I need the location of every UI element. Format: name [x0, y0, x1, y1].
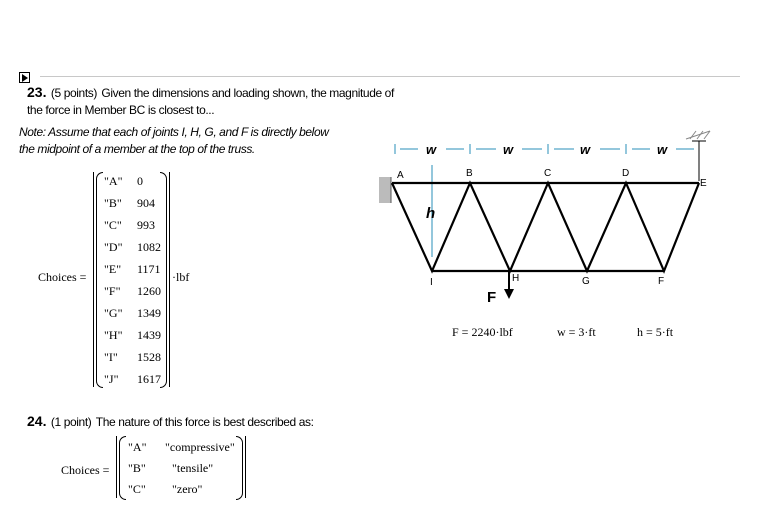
wall-support	[379, 177, 391, 203]
joint-label: B	[466, 168, 473, 179]
question-number: 23.	[27, 84, 47, 100]
choice-value: "tensile"	[172, 461, 214, 475]
choice-value: 0	[137, 174, 143, 188]
matrix-paren-left	[119, 436, 126, 500]
given-width: w = 3·ft	[557, 325, 596, 339]
choice-value: 1528	[137, 350, 161, 364]
roller-support	[686, 131, 710, 181]
truss-members	[392, 183, 699, 271]
choice-key: "A"	[128, 440, 147, 454]
question-points: (5 points)	[50, 86, 97, 100]
choice-key: "D"	[104, 240, 123, 254]
width-label: w	[503, 142, 514, 157]
question-points: (1 point)	[50, 415, 92, 429]
choice-key: "H"	[104, 328, 123, 342]
matrix-bar-right	[169, 172, 170, 387]
choice-value: 993	[137, 218, 155, 232]
choice-value: 1082	[137, 240, 161, 254]
question-23-heading	[27, 84, 394, 102]
matrix-bar-left	[93, 172, 94, 387]
choice-value: 1260	[137, 284, 161, 298]
question-number: 24.	[27, 413, 47, 429]
width-label: w	[580, 142, 591, 157]
joint-label: H	[512, 273, 520, 284]
choice-value: 1617	[137, 372, 161, 386]
play-icon[interactable]	[19, 72, 30, 83]
choice-key: "F"	[104, 284, 121, 298]
load-label: F	[487, 289, 497, 305]
choices-label: Choices =	[38, 270, 87, 284]
note-line-2: the midpoint of a member at the top of the truss.	[19, 142, 255, 156]
matrix-paren-right	[236, 436, 243, 500]
choice-key: "B"	[104, 196, 122, 210]
given-height: h = 5·ft	[637, 325, 674, 339]
choices-label: Choices =	[61, 463, 110, 477]
joint-label: D	[622, 168, 630, 179]
question-text-cont: the force in Member BC is closest to...	[27, 103, 215, 117]
joint-label: I	[430, 277, 433, 288]
choice-key: "I"	[104, 350, 118, 364]
note-line-1: Note: Assume that each of joints I, H, G, and F is directly below	[19, 125, 329, 139]
height-label: h	[426, 205, 436, 222]
question-text: Given the dimensions and loading shown, the magnitude of	[101, 86, 394, 100]
choice-key: "E"	[104, 262, 122, 276]
unit-label: ·lbf	[172, 270, 190, 284]
matrix-bar-right	[245, 436, 246, 498]
choice-key: "G"	[104, 306, 123, 320]
choice-value: 1439	[137, 328, 161, 342]
dimension-line	[395, 144, 694, 257]
choice-key: "C"	[104, 218, 122, 232]
matrix-paren-left	[96, 172, 103, 388]
given-force: F = 2240·lbf	[452, 325, 513, 339]
choice-key: "B"	[128, 461, 146, 475]
joint-label: C	[544, 168, 552, 179]
choice-value: "zero"	[172, 482, 203, 496]
choice-value: "compressive"	[165, 440, 235, 454]
question-text: The nature of this force is best described as:	[95, 415, 314, 429]
choice-value: 1349	[137, 306, 161, 320]
truss-diagram	[370, 125, 762, 305]
joint-labels	[397, 168, 707, 305]
choice-key: "J"	[104, 372, 119, 386]
choice-key: "A"	[104, 174, 123, 188]
choice-value: 904	[137, 196, 155, 210]
joint-label: F	[658, 276, 665, 287]
section-divider	[40, 76, 740, 77]
joint-label: E	[700, 178, 707, 189]
question-24-heading	[27, 413, 314, 431]
choice-key: "C"	[128, 482, 146, 496]
matrix-bar-left	[116, 436, 117, 498]
choice-value: 1171	[137, 262, 161, 276]
matrix-paren-right	[160, 172, 167, 388]
joint-label: A	[397, 170, 404, 181]
width-label: w	[657, 142, 668, 157]
joint-label: G	[582, 276, 590, 287]
width-label: w	[426, 142, 437, 157]
